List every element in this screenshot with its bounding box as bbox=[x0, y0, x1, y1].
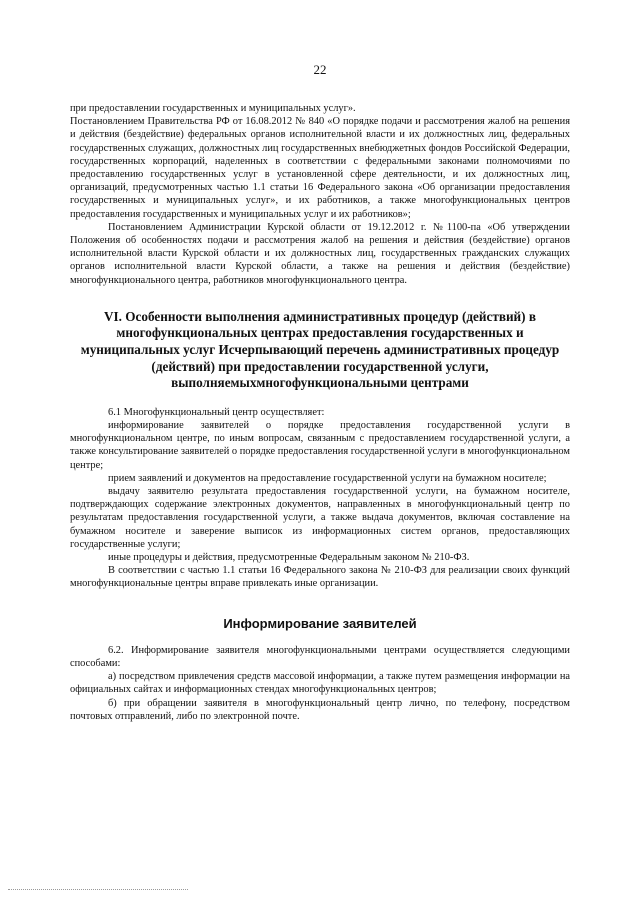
paragraph-issuance: выдачу заявителю результата предоставления государственной услуги, на бумажном носителе, подтверждающих содержание электронных документов, направленных в многофункциональный центр по результатам предоставления государственной услуги, а также выдача документов, включая составление на бумажном носителе и заверение выписок из информационных систем органов, предоставляющих государственные услуги; bbox=[70, 486, 570, 550]
page-number: 22 bbox=[313, 62, 327, 77]
paragraph-part-1-1: В соответствии с частью 1.1 статьи 16 Федерального закона № 210-ФЗ для реализации своих функций многофункциональные центры вправе привлекать иные организации. bbox=[70, 565, 570, 590]
scan-artifact bbox=[8, 889, 188, 892]
paragraph-continuation: при предоставлении государственных и муниципальных услуг». bbox=[70, 103, 356, 114]
document-body bbox=[70, 102, 570, 723]
paragraph-6-2: 6.2. Информирование заявителя многофункциональными центрами осуществляется следующими способами: bbox=[70, 644, 570, 670]
paragraph-reception: прием заявлений и документов на предоставление государственной услуги на бумажном носителе; bbox=[108, 472, 547, 484]
paragraph-other-procedures: иные процедуры и действия, предусмотренные Федеральным законом № 210-ФЗ. bbox=[108, 552, 470, 564]
paragraph-informing: информирование заявителей о порядке предоставления государственной услуги в многофункциональном центре, по иным вопросам, связанным с предоставлением государственной услуги, а также консультирование заявителей о порядке предоставления государственной услуги в многофункциональном центре; bbox=[70, 420, 570, 471]
paragraph-decree-kursk: Постановлением Администрации Курской области от 19.12.2012 г. №1100-па «Об утверждении Положения об особенностях подачи и рассмотрения жалоб на решения и действия (бездействие) органов исполнительной власти Курской области и их должностных лиц, государственных гражданских служащих органов исполнительной власти Курской области, а также на решения и действия (бездействие) многофункционального центра, работников многофункционального центра. bbox=[70, 221, 570, 286]
paragraph-decree-840: Постановлением Правительства РФ от 16.08.2012 № 840 «О порядке подачи и рассмотрения жалоб на решения и действия (бездействие) федеральных органов исполнительной власти и их должностных лиц, федеральных государственных служащих, должностных лиц государственных внебюджетных фондов Российской Федерации, государственных корпораций, наделенных в соответствии с федеральными законами полномочиями по предоставлению государственных услуг в установленной сфере деятельности, и их должностных лиц, организаций, предусмотренных частью 1.1 статьи 16 Федерального закона «Об организации предоставления государственных и муниципальных услуг», и их работников, а также многофункциональных центров предоставления государственных и муниципальных услуг и их работников»; bbox=[70, 116, 570, 220]
paragraph-6-1: 6.1 Многофункциональный центр осуществляет: bbox=[108, 406, 325, 418]
section-heading: VI. Особенности выполнения административных процедур (действий) в многофункциональных центрах предоставления государственных и муниципальных услуг Исчерпывающий перечень административных процедур (действий) при предоставлении государственной услуги, выполняемыхмногофункциональными центрами bbox=[80, 308, 560, 391]
paragraph-6-2-b: б) при обращении заявителя в многофункциональный центр лично, по телефону, посредством почтовых отправлений, либо по электронной почте. bbox=[70, 697, 570, 722]
paragraph-6-2-a: а) посредством привлечения средств массовой информации, а также путем размещения информации на официальных сайтах и информационных стендах многофункциональных центров; bbox=[70, 671, 570, 696]
subheading-informing: Информирование заявителей bbox=[223, 615, 417, 631]
